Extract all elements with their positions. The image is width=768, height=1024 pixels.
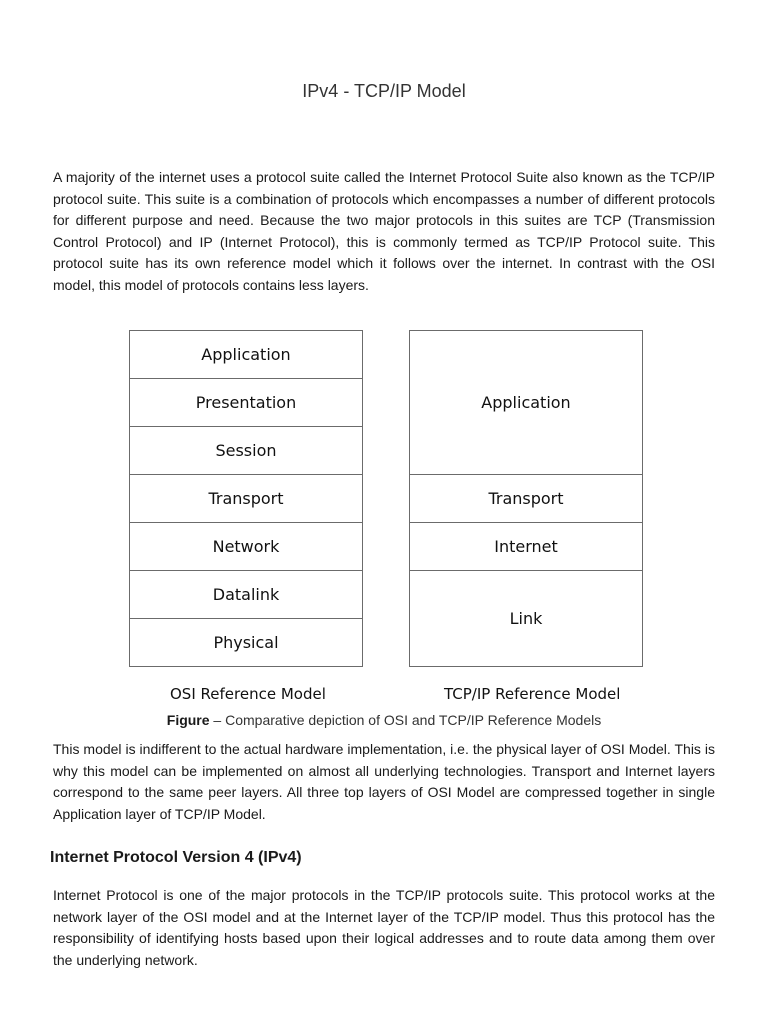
tcpip-layer-internet: Internet [410,523,642,571]
osi-model-diagram [129,330,363,667]
osi-model-caption: OSI Reference Model [170,685,326,703]
figure-caption-label: Figure [166,712,210,728]
tcpip-model-caption: TCP/IP Reference Model [444,685,621,703]
osi-layer-physical: Physical [213,632,279,652]
figure-caption-text: – Comparative depiction of OSI and TCP/IP Reference Models [209,712,602,728]
page-title: IPv4 - TCP/IP Model [302,81,466,101]
osi-layer-application: Application [130,331,362,379]
osi-layer-datalink: Datalink [130,571,362,619]
intro-paragraph: A majority of the internet uses a protocol suite called the Internet Protocol Suite also known as the TCP/IP protocol suite. This suite is a combination of protocols which encompasses a number of different protocols for different purpose and need. Because the two major protocols in this suites are TCP (Transmission Control Protocol) and IP (Internet Protocol), this is commonly termed as TCP/IP Protocol suite. This protocol suite has its own reference model which it follows over the internet. In contrast with the OSI model, this model of protocols contains less layers. [53,169,715,293]
tcpip-layer-link: Link [509,608,543,628]
osi-layer-presentation: Presentation [130,379,362,427]
osi-layer-session: Session [130,427,362,475]
ipv4-paragraph: Internet Protocol is one of the major protocols in the TCP/IP protocols suite. This protocol works at the network layer of the OSI model and at the Internet layer of the TCP/IP model. Thus this protocol has the responsibility of identifying hosts based upon their logical addresses and to route data among them over the underlying network. [53,887,715,968]
model-paragraph: This model is indifferent to the actual hardware implementation, i.e. the physical layer of OSI Model. This is why this model can be implemented on almost all underlying technologies. Transport and Internet layers correspond to the same peer layers. All three top layers of OSI Model are compressed together in single Application layer of TCP/IP Model. [53,741,715,822]
osi-layer-transport: Transport [130,475,362,523]
tcpip-layer-transport: Transport [410,475,642,523]
figure-caption [0,712,768,728]
section-heading: Internet Protocol Version 4 (IPv4) [50,849,302,866]
tcpip-layer-application: Application [410,331,642,475]
tcpip-model-diagram [409,330,643,667]
osi-layer-network: Network [130,523,362,571]
